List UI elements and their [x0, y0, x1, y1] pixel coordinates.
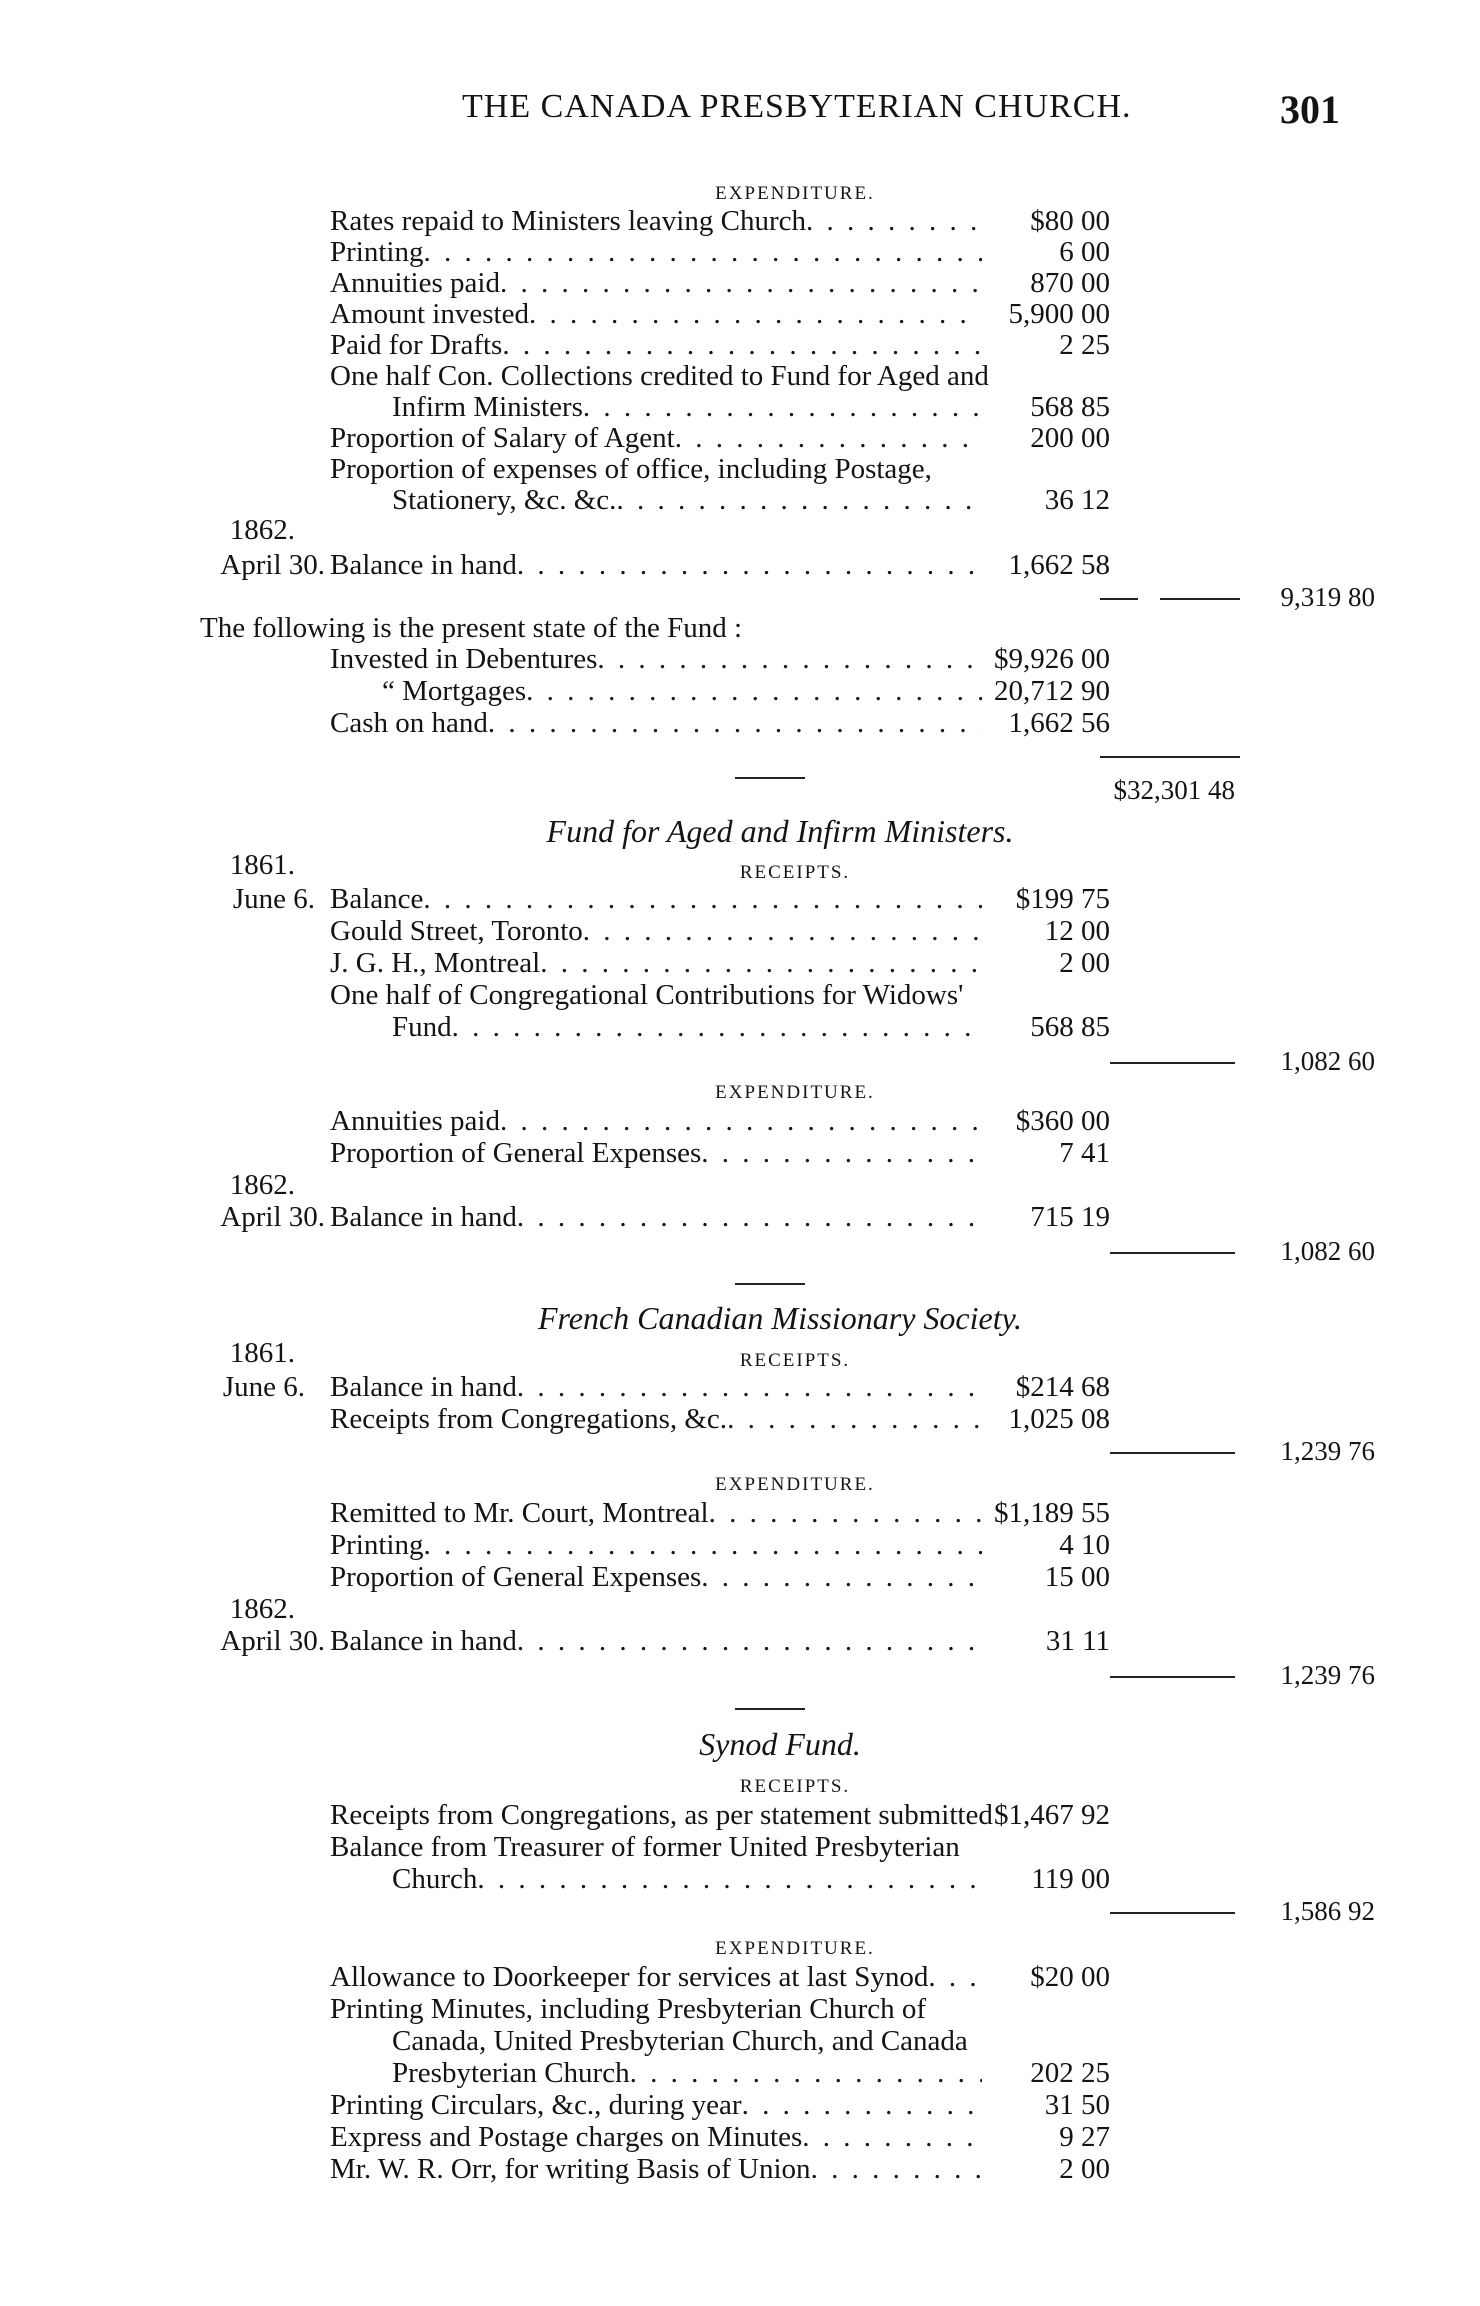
- rule: [735, 1283, 805, 1285]
- rule: [1160, 598, 1240, 600]
- section-total: 1,586 92: [1280, 1896, 1375, 1926]
- aged-expenditure-item: Proportion of General Expenses . . . 7 41: [330, 1138, 1110, 1169]
- year-label: 1862.: [229, 1593, 295, 1625]
- receipts-caption: RECEIPTS.: [739, 1776, 851, 1797]
- rule: [735, 777, 805, 779]
- date-label: April 30.: [220, 549, 325, 581]
- expenditure-caption: EXPENDITURE.: [715, 1938, 875, 1959]
- balance-row: Balance in hand . . . 715 19: [330, 1202, 1110, 1233]
- rule: [1100, 756, 1240, 758]
- date-label: June 6.: [232, 883, 315, 915]
- expenditure-caption: EXPENDITURE.: [715, 1474, 875, 1495]
- balance-row: Balance in hand . . . 1,662 58: [330, 550, 1110, 581]
- section-total: 1,239 76: [1280, 1660, 1375, 1690]
- aged-receipt-item: Balance . . . $199 75: [330, 884, 1110, 915]
- rule: [1110, 1912, 1235, 1914]
- receipts-caption: RECEIPTS.: [739, 1350, 851, 1371]
- year-label: 1861.: [229, 849, 295, 881]
- date-label: April 30.: [220, 1625, 325, 1657]
- section-total: 1,082 60: [1280, 1236, 1375, 1266]
- date-label: June 6.: [222, 1371, 305, 1403]
- section-title-synod-fund: Synod Fund.: [699, 1726, 861, 1762]
- date-label: April 30.: [220, 1201, 325, 1233]
- rule: [1110, 1676, 1235, 1678]
- aged-receipt-item: Gould Street, Toronto . . . 12 00: [330, 916, 1110, 947]
- french-expenditure-item: Printing . . . 4 10: [330, 1530, 1110, 1561]
- section-total: 9,319 80: [1280, 582, 1375, 612]
- page-header-title: THE CANADA PRESBYTERIAN CHURCH.: [462, 88, 1132, 125]
- top-expenditure-item: Stationery, &c. &c. . . . 36 12: [330, 485, 1110, 516]
- top-expenditure-item: Proportion of expenses of office, including Postage,: [330, 453, 932, 485]
- aged-expenditure-item: Annuities paid . . . $360 00: [330, 1106, 1110, 1137]
- rule: [1100, 598, 1138, 600]
- rule: [1110, 1252, 1235, 1254]
- section-title-french-society: French Canadian Missionary Society.: [537, 1300, 1023, 1336]
- top-expenditure-item: Infirm Ministers . . . 568 85: [330, 392, 1110, 423]
- fund-state-item: Invested in Debentures . . . $9,926 00: [330, 644, 1110, 675]
- french-expenditure-item: Remitted to Mr. Court, Montreal . . . $1,189 55: [330, 1498, 1110, 1529]
- fund-total: $32,301 48: [1113, 775, 1235, 805]
- expenditure-caption: EXPENDITURE.: [715, 1082, 875, 1103]
- section-total: 1,239 76: [1280, 1436, 1375, 1466]
- rule: [1110, 1062, 1235, 1064]
- fund-state-item: Cash on hand . . . 1,662 56: [330, 708, 1110, 739]
- top-expenditure-item: Rates repaid to Ministers leaving Church . . . $80 00: [330, 206, 1110, 237]
- french-receipt-item: Receipts from Congregations, &c. . . . 1,025 08: [330, 1404, 1110, 1435]
- synod-expenditure-item: Printing Minutes, including Presbyterian Church of: [330, 1993, 927, 2025]
- synod-expenditure-item: Allowance to Doorkeeper for services at last Synod . . . $20 00: [330, 1962, 1110, 1993]
- synod-expenditure-item: Express and Postage charges on Minutes . . . 9 27: [330, 2122, 1110, 2153]
- balance-row: Balance in hand . . . 31 11: [330, 1626, 1110, 1657]
- top-expenditure-item: One half Con. Collections credited to Fund for Aged and: [330, 360, 989, 392]
- fund-statement: The following is the present state of the Fund :: [200, 612, 743, 644]
- synod-expenditure-item: Canada, United Presbyterian Church, and Canada: [392, 2025, 968, 2057]
- year-label: 1862.: [229, 1169, 295, 1201]
- top-expenditure-item: Amount invested . . . 5,900 00: [330, 299, 1110, 330]
- synod-expenditure-item: Presbyterian Church . . . 202 25: [330, 2058, 1110, 2089]
- synod-receipt-item: Balance from Treasurer of former United Presbyterian: [330, 1831, 960, 1863]
- fund-state-item: “ Mortgages . . . 20,712 90: [330, 676, 1110, 707]
- french-receipt-item: Balance in hand . . . $214 68: [330, 1372, 1110, 1403]
- section-total: 1,082 60: [1280, 1046, 1375, 1076]
- synod-expenditure-item: Printing Circulars, &c., during year . . . 31 50: [330, 2090, 1110, 2121]
- aged-receipt-item: One half of Congregational Contributions for Widows': [330, 979, 964, 1011]
- french-expenditure-item: Proportion of General Expenses . . . 15 00: [330, 1562, 1110, 1593]
- section-title-aged-fund: Fund for Aged and Infirm Ministers.: [546, 813, 1014, 849]
- page-number: 301: [1280, 87, 1340, 132]
- top-expenditure-item: Printing . . . 6 00: [330, 237, 1110, 268]
- aged-receipt-item: J. G. H., Montreal . . . 2 00: [330, 948, 1110, 979]
- top-expenditure-item: Paid for Drafts . . . 2 25: [330, 330, 1110, 361]
- rule: [1110, 1452, 1235, 1454]
- top-expenditure-item: Annuities paid . . . 870 00: [330, 268, 1110, 299]
- year-label: 1862.: [229, 514, 295, 546]
- rule: [735, 1708, 805, 1710]
- receipts-caption: RECEIPTS.: [739, 862, 851, 883]
- synod-expenditure-item: Mr. W. R. Orr, for writing Basis of Union . . . 2 00: [330, 2154, 1110, 2185]
- year-label: 1861.: [229, 1337, 295, 1369]
- expenditure-caption: EXPENDITURE.: [715, 183, 875, 204]
- synod-receipt-item: Church . . . 119 00: [330, 1864, 1110, 1895]
- aged-receipt-item: Fund . . . 568 85: [330, 1012, 1110, 1043]
- top-expenditure-item: Proportion of Salary of Agent . . . 200 00: [330, 423, 1110, 454]
- synod-receipt-item: Receipts from Congregations, as per statement submitted $1,467 92: [330, 1800, 1110, 1831]
